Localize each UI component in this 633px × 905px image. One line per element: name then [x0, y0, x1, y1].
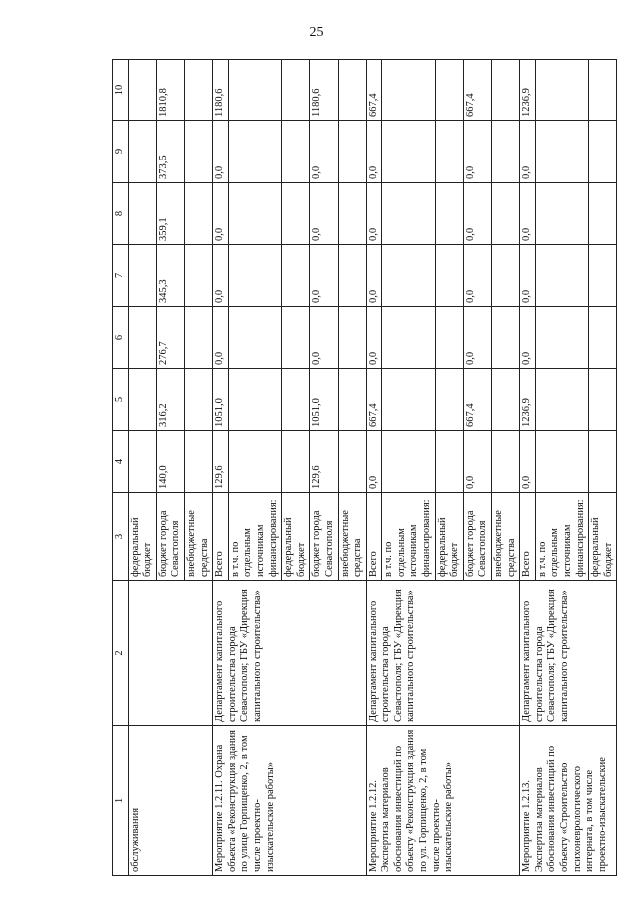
value-cell: [282, 183, 310, 245]
value-cell: 0,0: [213, 307, 229, 369]
value-cell: 316,2: [156, 369, 184, 431]
value-cell: 0,0: [310, 183, 338, 245]
value-cell: [492, 307, 520, 369]
continuation-title-cell: обслуживания: [128, 726, 213, 876]
value-cell: [282, 121, 310, 183]
value-cell: [128, 121, 156, 183]
value-cell: 0,0: [366, 245, 382, 307]
value-cell: [128, 183, 156, 245]
total-cell: [338, 60, 366, 121]
value-cell: [228, 369, 281, 431]
total-cell: [282, 60, 310, 121]
value-cell: [382, 245, 435, 307]
value-cell: 129,6: [213, 431, 229, 493]
column-header-9: 9: [113, 121, 129, 183]
value-cell: [338, 307, 366, 369]
total-cell: 1180,6: [213, 60, 229, 121]
column-header-3: 3: [113, 493, 129, 581]
value-cell: 0,0: [520, 245, 536, 307]
total-cell: 1180,6: [310, 60, 338, 121]
total-cell: [128, 60, 156, 121]
value-cell: 0,0: [310, 307, 338, 369]
value-cell: 0,0: [366, 183, 382, 245]
value-cell: [184, 431, 212, 493]
column-header-8: 8: [113, 183, 129, 245]
funding-source-cell: в т.ч. по отдельным источникам финансирования:: [382, 493, 435, 581]
funding-source-cell: федеральный бюджет: [282, 493, 310, 581]
funding-source-cell: бюджет города Севастополя: [463, 493, 491, 581]
funding-source-cell: федеральный бюджет: [589, 493, 617, 581]
value-cell: [589, 121, 617, 183]
column-header-1: 1: [113, 726, 129, 876]
value-cell: [589, 369, 617, 431]
total-cell: [492, 60, 520, 121]
funding-source-cell: внебюджетные средства: [184, 493, 212, 581]
value-cell: [338, 245, 366, 307]
value-cell: [492, 121, 520, 183]
column-header-4: 4: [113, 431, 129, 493]
value-cell: [535, 431, 588, 493]
value-cell: [128, 307, 156, 369]
value-cell: [128, 369, 156, 431]
value-cell: [382, 431, 435, 493]
value-cell: [382, 121, 435, 183]
value-cell: [338, 121, 366, 183]
value-cell: [228, 121, 281, 183]
value-cell: [589, 183, 617, 245]
value-cell: 0,0: [213, 245, 229, 307]
value-cell: [535, 121, 588, 183]
value-cell: [228, 307, 281, 369]
value-cell: [535, 307, 588, 369]
funding-source-cell: федеральный бюджет: [128, 493, 156, 581]
total-cell: [382, 60, 435, 121]
budget-table: [112, 59, 617, 876]
value-cell: 0,0: [213, 121, 229, 183]
total-cell: [589, 60, 617, 121]
value-cell: [228, 431, 281, 493]
value-cell: [338, 183, 366, 245]
value-cell: 0,0: [463, 307, 491, 369]
executor-cell: Департамент капитального строительства города Севастополя; ГБУ «Дирекция капитального строительства»: [520, 581, 617, 726]
value-cell: [128, 431, 156, 493]
value-cell: 0,0: [520, 307, 536, 369]
executor-cell: [128, 581, 213, 726]
measure-title-cell: Мероприятие 1.2.13. Экспертиза материалов обоснования инвестиций по объекту «Строительство психоневрологического интерната, в том числе проектно-изыскательские: [520, 726, 617, 876]
funding-source-cell: бюджет города Севастополя: [310, 493, 338, 581]
funding-source-cell: в т.ч. по отдельным источникам финансирования:: [228, 493, 281, 581]
value-cell: [338, 431, 366, 493]
funding-source-cell: внебюджетные средства: [338, 493, 366, 581]
value-cell: [435, 431, 463, 493]
funding-source-cell: внебюджетные средства: [492, 493, 520, 581]
value-cell: [228, 183, 281, 245]
column-header-6: 6: [113, 307, 129, 369]
column-header-2: 2: [113, 581, 129, 726]
value-cell: 0,0: [463, 245, 491, 307]
value-cell: [435, 307, 463, 369]
value-cell: [589, 245, 617, 307]
value-cell: 1051,0: [213, 369, 229, 431]
value-cell: 0,0: [463, 183, 491, 245]
value-cell: [228, 245, 281, 307]
rotated-table-frame: [112, 60, 614, 876]
value-cell: [184, 245, 212, 307]
measure-title-cell: Мероприятие 1.2.12. Экспертиза материалов обоснования инвестиций по объекту «Реконструкция здания по ул. Горпищенко, 2, в том числе проектно-изыскательские работы»: [366, 726, 520, 876]
value-cell: 129,6: [310, 431, 338, 493]
value-cell: [338, 369, 366, 431]
value-cell: [435, 245, 463, 307]
value-cell: 345,3: [156, 245, 184, 307]
table-row: [520, 60, 536, 876]
executor-cell: Департамент капитального строительства города Севастополя; ГБУ «Дирекция капитального строительства»: [213, 581, 367, 726]
value-cell: [535, 369, 588, 431]
column-header-7: 7: [113, 245, 129, 307]
value-cell: 1051,0: [310, 369, 338, 431]
value-cell: [435, 369, 463, 431]
value-cell: 667,4: [366, 369, 382, 431]
value-cell: [184, 369, 212, 431]
value-cell: [492, 183, 520, 245]
table-row: [213, 60, 229, 876]
value-cell: [382, 307, 435, 369]
funding-source-cell: федеральный бюджет: [435, 493, 463, 581]
measure-title-cell: Мероприятие 1.2.11. Охрана объекта «Реконструкция здания по улице Горпищенко, 2, в том числе проектно-изыскательские работы»: [213, 726, 367, 876]
value-cell: [282, 369, 310, 431]
value-cell: 0,0: [520, 121, 536, 183]
header-row: [113, 60, 129, 876]
value-cell: 0,0: [520, 431, 536, 493]
value-cell: [435, 121, 463, 183]
value-cell: [492, 431, 520, 493]
funding-source-cell: в т.ч. по отдельным источникам финансирования:: [535, 493, 588, 581]
value-cell: 0,0: [310, 245, 338, 307]
total-cell: 667,4: [463, 60, 491, 121]
value-cell: 140,0: [156, 431, 184, 493]
value-cell: [535, 245, 588, 307]
value-cell: 276,7: [156, 307, 184, 369]
total-cell: [184, 60, 212, 121]
page-number: 25: [309, 25, 324, 40]
value-cell: [492, 369, 520, 431]
table-row: [128, 60, 156, 876]
value-cell: 0,0: [463, 431, 491, 493]
value-cell: [589, 307, 617, 369]
table-body: [128, 60, 617, 876]
value-cell: [589, 431, 617, 493]
value-cell: [492, 245, 520, 307]
value-cell: [128, 245, 156, 307]
value-cell: [282, 431, 310, 493]
funding-source-cell: бюджет города Севастополя: [156, 493, 184, 581]
value-cell: [184, 121, 212, 183]
value-cell: [184, 307, 212, 369]
value-cell: 373,5: [156, 121, 184, 183]
total-cell: 667,4: [366, 60, 382, 121]
total-cell: [535, 60, 588, 121]
value-cell: [282, 245, 310, 307]
funding-source-cell: Всего: [520, 493, 536, 581]
funding-source-cell: Всего: [213, 493, 229, 581]
value-cell: 1236,9: [520, 369, 536, 431]
total-cell: 1236,9: [520, 60, 536, 121]
funding-source-cell: Всего: [366, 493, 382, 581]
value-cell: 0,0: [213, 183, 229, 245]
table-row: [366, 60, 382, 876]
value-cell: 0,0: [366, 307, 382, 369]
value-cell: [184, 183, 212, 245]
column-header-10: 10: [113, 60, 129, 121]
value-cell: 667,4: [463, 369, 491, 431]
column-header-5: 5: [113, 369, 129, 431]
value-cell: [382, 183, 435, 245]
executor-cell: Департамент капитального строительства города Севастополя; ГБУ «Дирекция капитального строительства»: [366, 581, 520, 726]
value-cell: 0,0: [463, 121, 491, 183]
total-cell: [435, 60, 463, 121]
total-cell: [228, 60, 281, 121]
value-cell: [282, 307, 310, 369]
value-cell: [535, 183, 588, 245]
value-cell: 0,0: [366, 431, 382, 493]
value-cell: [435, 183, 463, 245]
value-cell: 0,0: [310, 121, 338, 183]
value-cell: 359,1: [156, 183, 184, 245]
value-cell: 0,0: [520, 183, 536, 245]
value-cell: 0,0: [366, 121, 382, 183]
value-cell: [382, 369, 435, 431]
total-cell: 1810,8: [156, 60, 184, 121]
